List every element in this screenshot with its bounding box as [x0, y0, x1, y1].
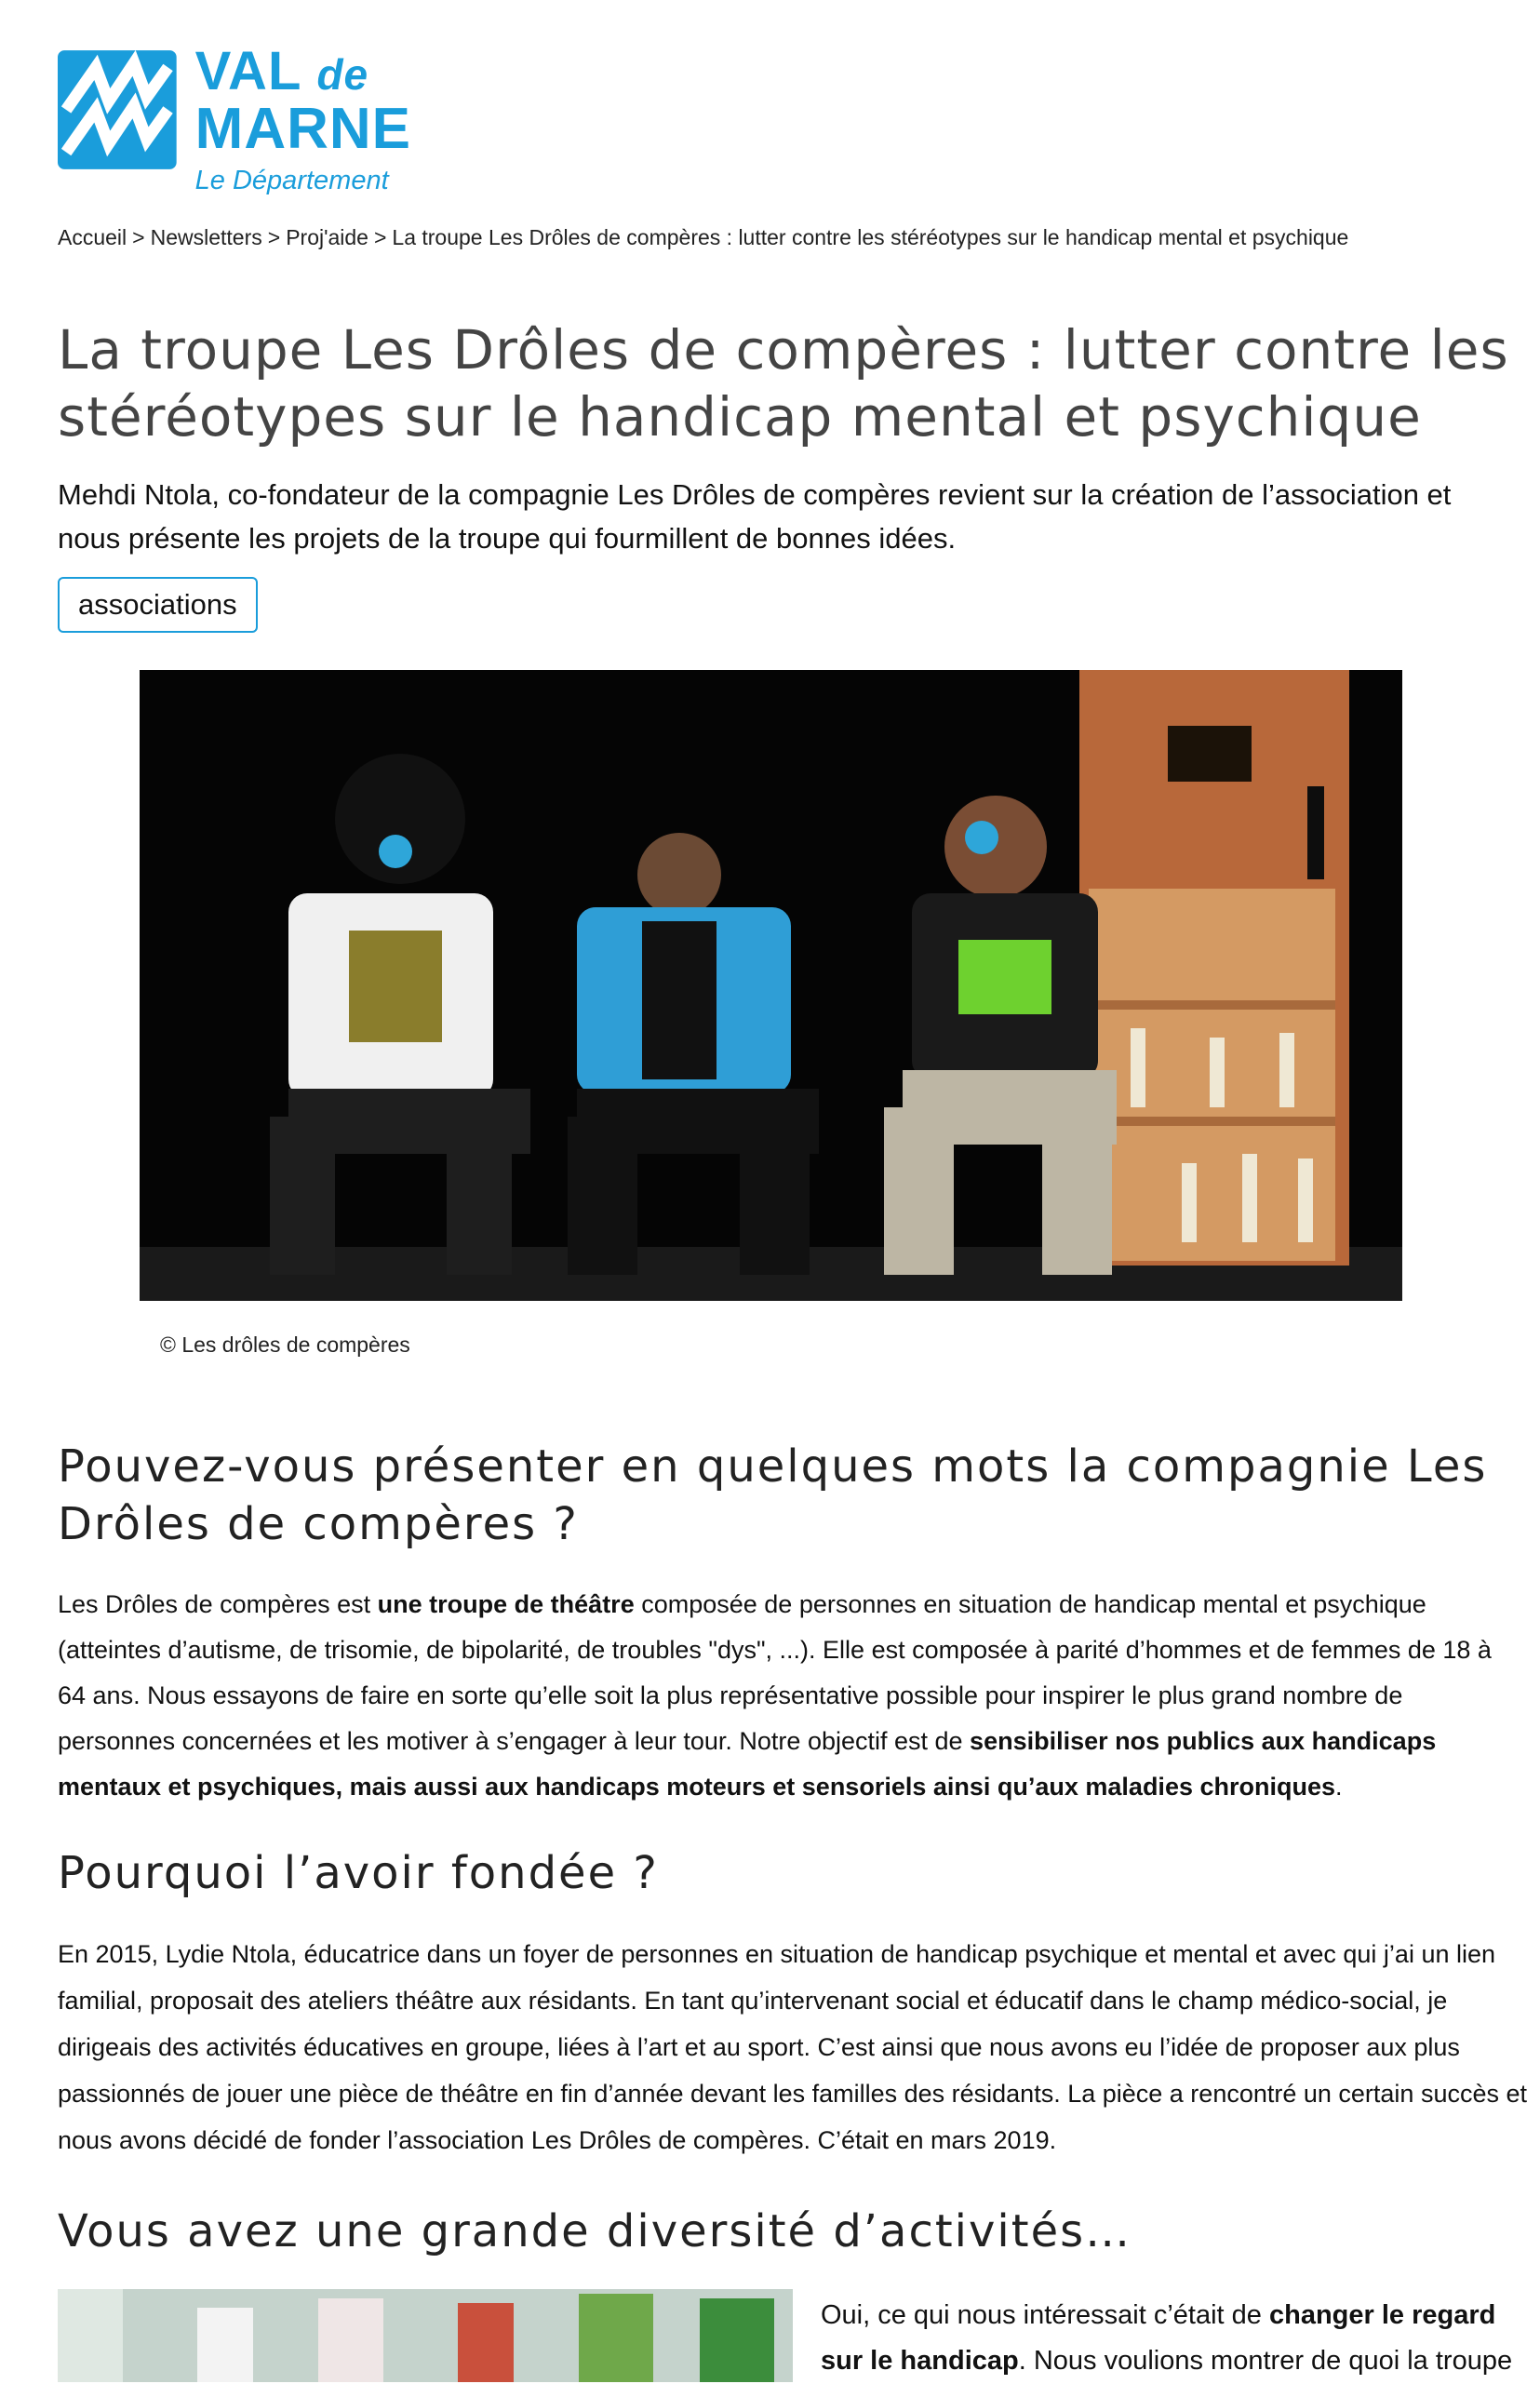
logo-val: VAL — [194, 41, 301, 101]
breadcrumb-newsletters[interactable]: Newsletters — [150, 225, 262, 249]
breadcrumb-current: La troupe Les Drôles de compères : lutter contre les stéréotypes sur le handicap mental et psychique — [392, 225, 1349, 249]
breadcrumb-separator: > — [267, 225, 281, 249]
logo-mark-icon — [58, 45, 177, 175]
breadcrumb-projaide[interactable]: Proj'aide — [286, 225, 368, 249]
article-photo — [140, 670, 1402, 1301]
breadcrumb-separator: > — [373, 225, 387, 249]
logo-text — [194, 41, 411, 195]
article-lead: Mehdi Ntola, co-fondateur de la compagnie Les Drôles de compères revient sur la création de l’association et nous présente les projets de la troupe qui fourmillent de bonnes idées. — [58, 478, 1452, 555]
breadcrumb-separator: > — [132, 225, 145, 249]
section-paragraph-fondation: En 2015, Lydie Ntola, éducatrice dans un foyer de personnes en situation de handicap psychique et mental et avec qui j’ai un lien familial, proposait des ateliers théâtre aux résidants. En tant qu’intervenant social et éducatif dans le champ médico-social, je dirigeais des activités éducatives en groupe, liées à l’art et au sport. C’est ainsi que nous avons eu l’idée de proposer aux plus passionnés de jouer une pièce de théâtre en fin d’année devant les familles des résidants. La pièce a rencontré un certain succès et nous avons décidé de fonder l’association Les Drôles de compères. C’était en mars 2019. — [58, 1940, 1527, 2154]
logo-de: de — [316, 50, 369, 99]
section-heading-presentation: Pouvez-vous présenter en quelques mots la compagnie Les Drôles de compères ? — [58, 1440, 1488, 1550]
tag-associations[interactable]: associations — [58, 577, 258, 633]
activities-photo — [58, 2289, 793, 2382]
logo-marne: MARNE — [194, 97, 411, 161]
val-de-marne-logo[interactable] — [58, 41, 411, 195]
breadcrumb-home[interactable]: Accueil — [58, 225, 127, 249]
photo-caption: © Les drôles de compères — [160, 1333, 410, 1357]
section-heading-fondation: Pourquoi l’avoir fondée ? — [58, 1847, 659, 1899]
section-heading-activites: Vous avez une grande diversité d’activités… — [58, 2205, 1132, 2257]
section-paragraph-presentation: Les Drôles de compères est une troupe de théâtre composée de personnes en situation de handicap mental et psychique (atteintes d’autisme, de trisomie, de bipolarité, de troubles "dys", ...). Elle est composée à parité d’hommes et de femmes de 18 à 64 ans. Nous essayons de faire en sorte qu’elle soit la plus représentative possible pour inspirer le plus grand nombre de personnes concernées et les motiver à s’engager à leur tour. Notre objectif est de sensibiliser nos publics aux handicaps mentaux et psychiques, mais aussi aux handicaps moteurs et sensoriels ainsi qu’aux maladies chroniques. — [58, 1590, 1492, 1801]
page-title: La troupe Les Drôles de compères : lutter contre les stéréotypes sur le handicap mental et psychique — [58, 318, 1509, 449]
section-paragraph-activites: Oui, ce qui nous intéressait c’était de changer le regard sur le handicap. Nous voulions montrer de quoi la troupe — [821, 2300, 1513, 2376]
logo-departement: Le Département — [194, 166, 389, 195]
breadcrumb — [58, 225, 1348, 250]
